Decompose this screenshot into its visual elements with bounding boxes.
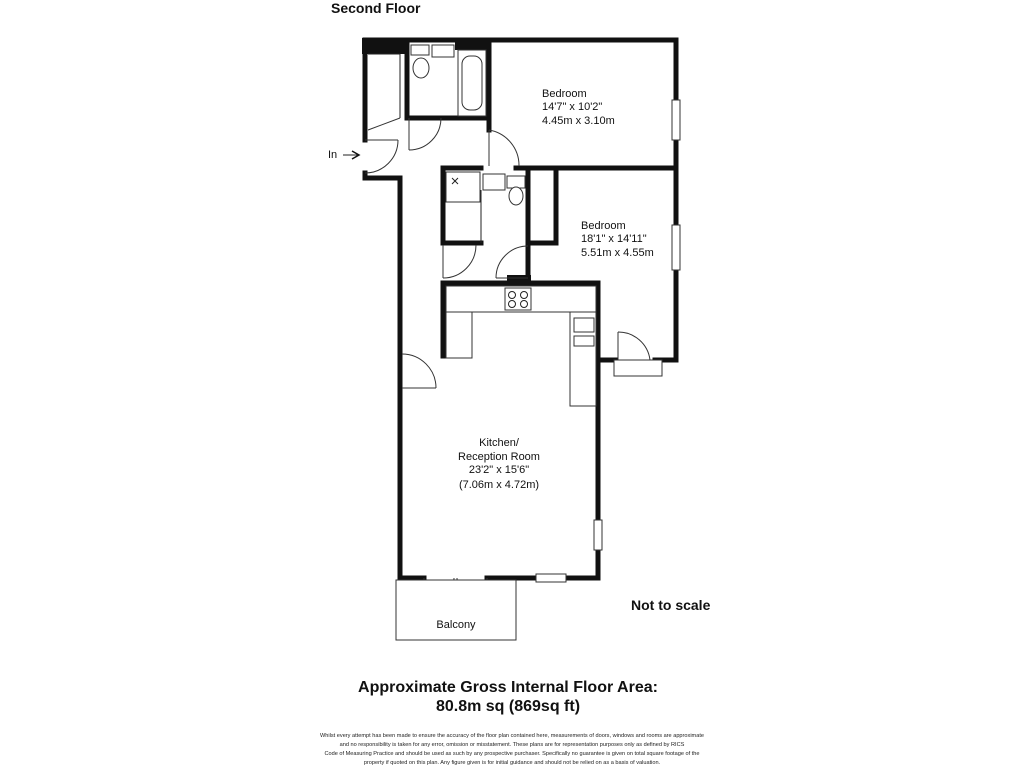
disclaimer-line: and no responsibility is taken for any error, omission or misstatement. These plans are for representation purposes only as defined by RICS xyxy=(339,742,685,748)
room-imperial: 18'1" x 14'11" xyxy=(581,233,647,245)
disclaimer-line: property if quoted on this plan. Any figure given is for initial guidance and should not be relied on as a basis of valuation. xyxy=(363,760,661,766)
disclaimer-line: Code of Measuring Practice and should be used as such by any prospective purchaser. Specifically no guarantee is given on total square footage of the xyxy=(324,751,700,757)
kitchen-drainer xyxy=(574,336,594,346)
door-bed2-out-swing xyxy=(618,332,650,360)
shower-tray xyxy=(446,172,480,202)
basin-bath1 xyxy=(411,45,429,55)
toilet-cistern-ensuite xyxy=(507,176,525,188)
disclaimer-line: Whilst every attempt has been made to ensure the accuracy of the floor plan contained here, measurements of doors, windows and rooms are approximate xyxy=(320,733,704,739)
window-bedroom-2 xyxy=(672,225,680,270)
room-imperial: 14'7" x 10'2" xyxy=(542,101,603,113)
floor-title: Second Floor xyxy=(331,0,421,16)
room-imperial: 23'2" x 15'6" xyxy=(468,464,530,476)
counter-bath1 xyxy=(432,45,454,57)
room-name-line1: Kitchen/ xyxy=(479,437,519,449)
kitchen-units-west xyxy=(446,312,472,358)
door-bed1-swing xyxy=(489,130,519,166)
wall-top-block-left xyxy=(362,38,408,54)
room-metric: 5.51m x 4.55m xyxy=(581,247,654,259)
room-name-line2: Reception Room xyxy=(458,451,540,463)
room-metric: (7.06m x 4.72m) xyxy=(458,479,540,491)
scale-note: Not to scale xyxy=(631,597,711,613)
door-bath1-swing xyxy=(409,118,441,150)
room-name: Bedroom xyxy=(542,88,587,100)
door-cupboard xyxy=(368,118,400,130)
window-kitchen-south xyxy=(536,574,566,582)
disclaimer xyxy=(320,733,704,766)
entrance-label: In xyxy=(328,149,338,161)
entrance-marker xyxy=(328,149,359,161)
door-kitchen-swing xyxy=(402,354,436,388)
hob-icon xyxy=(505,288,531,310)
toilet-bath1 xyxy=(413,58,429,78)
door-ensuite-swing xyxy=(443,245,476,278)
bath-tub-inner xyxy=(462,56,482,110)
area-line-2: 80.8m sq (869sq ft) xyxy=(435,698,581,715)
room-metric: 4.45m x 3.10m xyxy=(542,115,615,127)
door-bed2-swing xyxy=(496,246,528,278)
room-name: Bedroom xyxy=(581,220,626,232)
room-label-balcony: Balcony xyxy=(436,619,476,631)
room-label-bedroom-2 xyxy=(581,220,654,259)
door-entrance-swing xyxy=(365,140,398,173)
kitchen-sink xyxy=(574,318,594,332)
wall-top-block-mid xyxy=(455,38,489,50)
doors xyxy=(365,118,650,608)
window-bedroom-1 xyxy=(672,100,680,140)
area-line-1: Approximate Gross Internal Floor Area: xyxy=(358,679,658,696)
room-label-bedroom-1 xyxy=(542,88,615,127)
wall-kitchen-north-block xyxy=(507,275,531,283)
bay-bedroom-2 xyxy=(614,360,662,376)
balcony-outline xyxy=(396,580,516,640)
basin-ensuite xyxy=(483,174,505,190)
toilet-ensuite xyxy=(509,187,523,205)
room-label-kitchen xyxy=(458,437,540,491)
window-kitchen-east xyxy=(594,520,602,550)
